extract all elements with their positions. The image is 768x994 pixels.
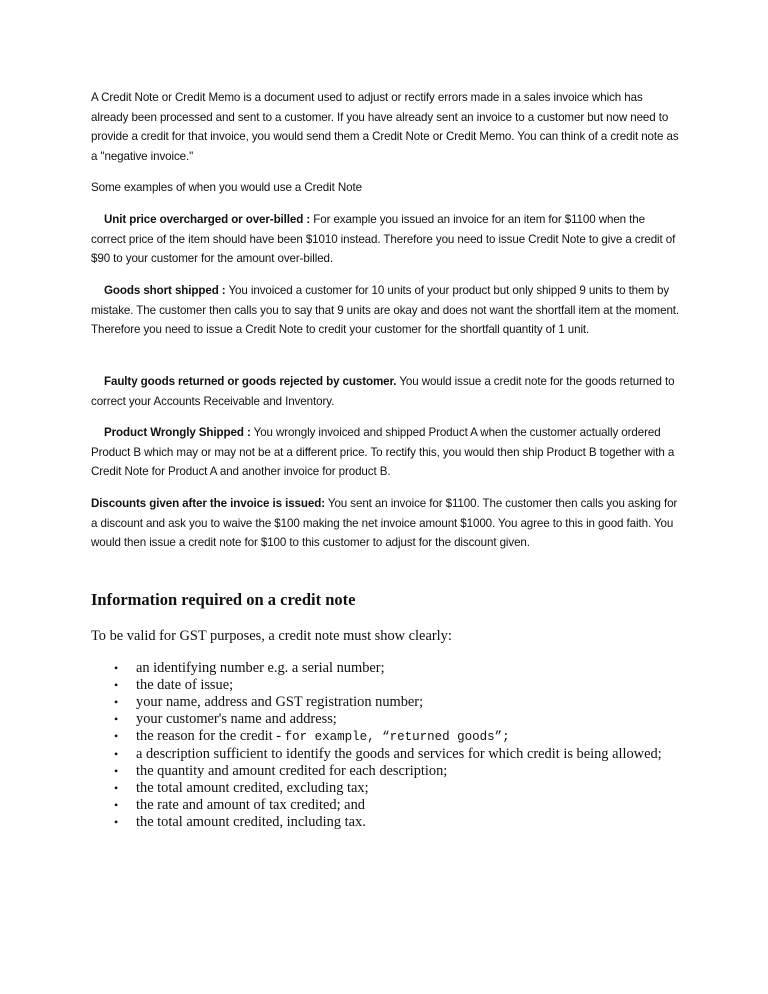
list-item: • the date of issue; — [114, 677, 234, 693]
bullet-icon: • — [114, 678, 119, 692]
section-heading: Information required on a credit note — [91, 590, 356, 609]
list-item: • the quantity and amount credited for each description; — [114, 763, 448, 779]
list-item-reason: • the reason for the credit - for example, “returned goods”; — [114, 728, 510, 744]
bullet-icon: • — [114, 661, 119, 675]
list-item: • an identifying number e.g. a serial number; — [114, 660, 385, 676]
section-lead: To be valid for GST purposes, a credit note must show clearly: — [91, 628, 452, 644]
example-title: Discounts given after the invoice is issued: — [91, 497, 325, 510]
bullet-icon: • — [114, 695, 119, 709]
list-item: • a description sufficient to identify the goods and services for which credit is being allowed; — [114, 746, 662, 762]
example-title: Unit price overcharged or over-billed : — [104, 213, 311, 226]
reason-example: for example, “returned goods”; — [284, 730, 510, 744]
example-title: Faulty goods returned or goods rejected by customer. — [104, 375, 397, 388]
example-faulty-goods — [91, 372, 681, 411]
example-text: You wrongly invoiced and shipped Product A when the customer actually ordered Product B which may or may not be at a different price. To rectify this, you would then ship Product B together with a Credit Note for Product A and another invoice for product B. — [91, 426, 675, 478]
list-item: • the rate and amount of tax credited; and — [114, 797, 365, 813]
example-wrongly-shipped — [91, 423, 681, 482]
bullet-icon: • — [114, 815, 119, 829]
example-title: Product Wrongly Shipped : — [104, 426, 251, 439]
list-item: • your customer's name and address; — [114, 711, 337, 727]
example-text: For example you issued an invoice for an item for $1100 when the correct price of the item should have been $1010 instead. Therefore you need to issue Credit Note to give a credit of $90 to your customer for the amount over-billed. — [91, 213, 676, 265]
bullet-icon: • — [114, 712, 119, 726]
bullet-icon: • — [114, 729, 119, 743]
bullet-icon: • — [114, 764, 119, 778]
example-short-shipped — [91, 281, 681, 340]
example-title: Goods short shipped : — [104, 284, 226, 297]
list-item: • the total amount credited, including tax. — [114, 814, 366, 830]
example-text: You invoiced a customer for 10 units of your product but only shipped 9 units to them by mistake. The customer then calls you to say that 9 units are okay and does not want the shortfall item at the moment. Therefore you need to issue a Credit Note to credit your customer for the shortfall quantity of 1 unit. — [91, 284, 680, 336]
intro-paragraph: A Credit Note or Credit Memo is a document used to adjust or rectify errors made in a sales invoice which has already been processed and sent to a customer. If you have already sent an invoice to a customer but now need to provide a credit for that invoice, you would send them a Credit Note or Credit Memo. You can think of a credit note as a "negative invoice." — [91, 91, 679, 163]
list-item: • your name, address and GST registration number; — [114, 694, 424, 710]
example-text: You would issue a credit note for the goods returned to correct your Accounts Receivable and Inventory. — [91, 375, 675, 408]
example-discounts — [91, 494, 681, 553]
bullet-icon: • — [114, 781, 119, 795]
requirements-list — [91, 660, 671, 831]
bullet-icon: • — [114, 747, 119, 761]
list-item: • the total amount credited, excluding tax; — [114, 780, 369, 796]
example-overcharged — [91, 210, 681, 269]
bullet-icon: • — [114, 798, 119, 812]
example-text: You sent an invoice for $1100. The customer then calls you asking for a discount and ask you to waive the $100 making the net invoice amount $1000. You agree to this in good faith. You would then issue a credit note for $100 to this customer to adjust for the discount given. — [91, 497, 678, 549]
examples-heading: Some examples of when you would use a Credit Note — [91, 181, 362, 194]
